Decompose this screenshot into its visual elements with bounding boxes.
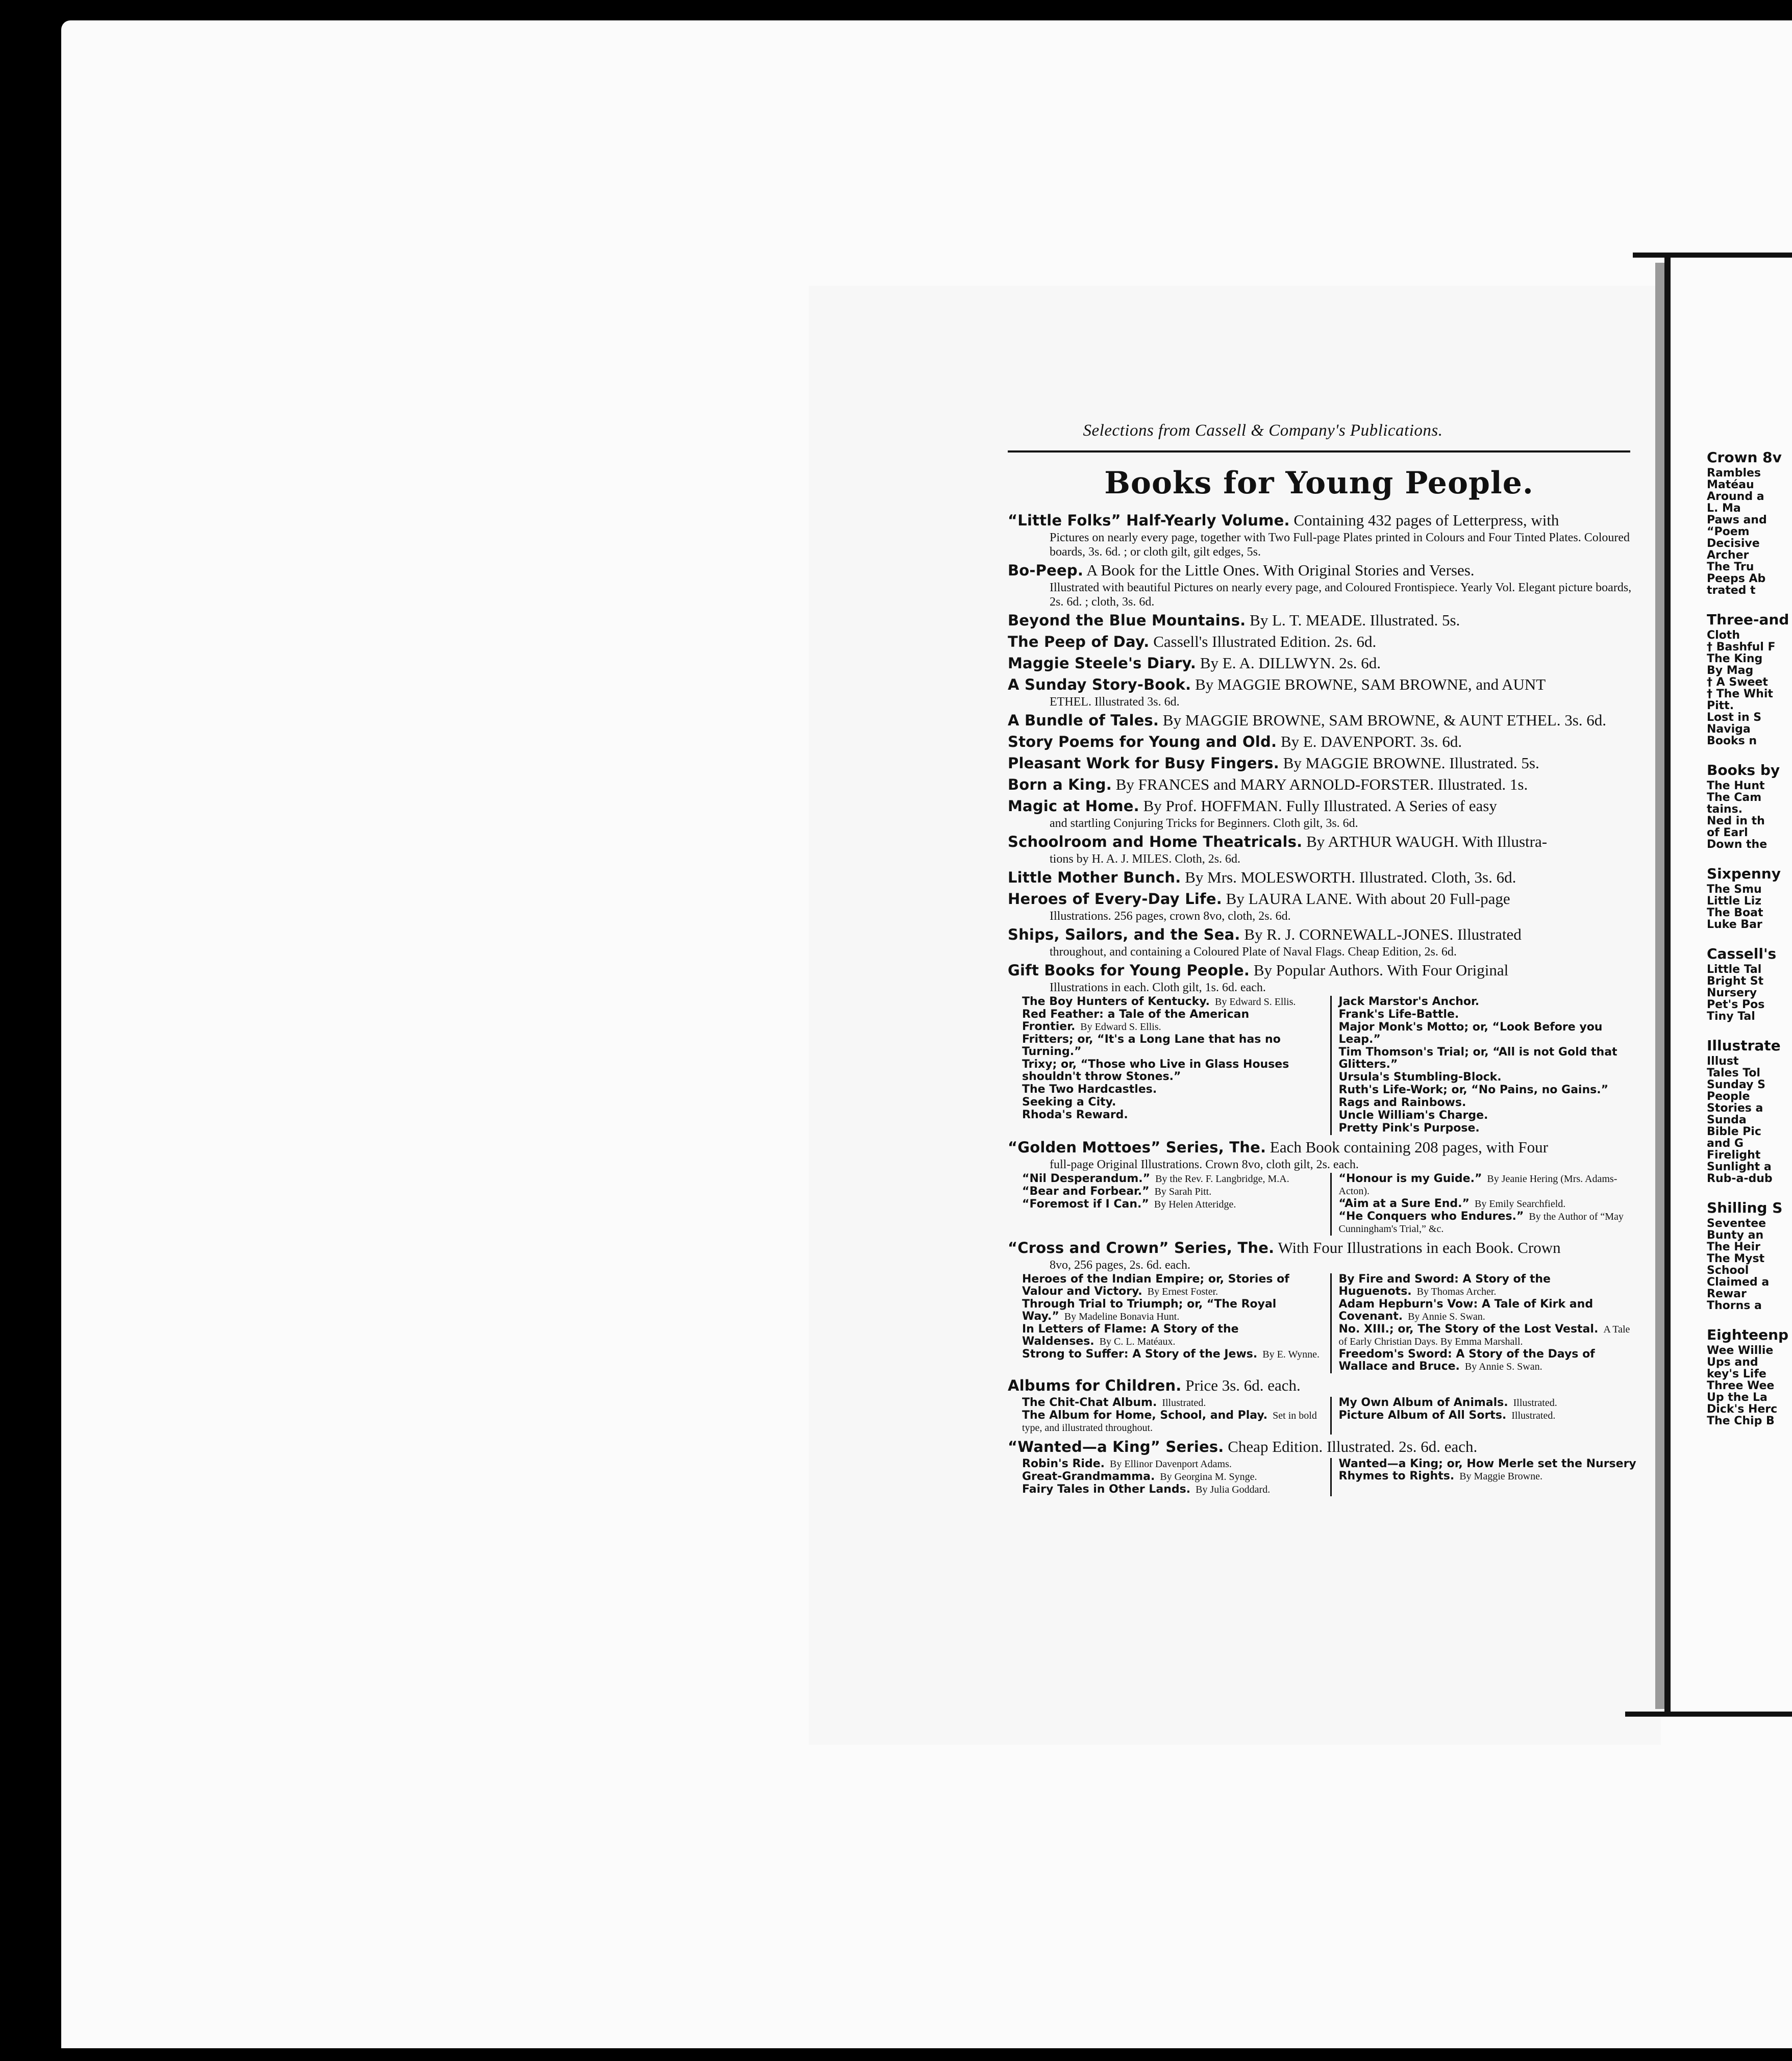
adjacent-line: The Boat xyxy=(1707,907,1763,919)
book-list xyxy=(1008,510,1636,1498)
page-binding-bottom xyxy=(1625,1712,1792,1717)
series-title-name: Major Monk's Motto; or, “Look Before you Leap.” xyxy=(1338,1021,1603,1046)
series-title xyxy=(1022,1323,1323,1348)
series-title xyxy=(1022,1273,1323,1298)
entry-continuation: throughout, and containing a Coloured Plate of Naval Flags. Cheap Edition, 2s. 6d. xyxy=(1050,945,1457,959)
entry-title: Gift Books for Young People. xyxy=(1008,962,1250,979)
book-entry xyxy=(1008,1238,1636,1373)
adjacent-line: Bright St xyxy=(1707,975,1764,988)
adjacent-line: The Smu xyxy=(1707,883,1762,896)
adjacent-heading: Books by xyxy=(1707,762,1780,778)
book-entry xyxy=(1008,1375,1636,1435)
adjacent-line: Illust xyxy=(1707,1055,1739,1068)
book-entry xyxy=(1008,753,1636,773)
book-entry xyxy=(1008,832,1636,866)
series-title xyxy=(1022,1298,1323,1323)
series-title xyxy=(1022,1348,1323,1361)
entry-title: The Peep of Day. xyxy=(1008,633,1150,650)
adjacent-line: Books n xyxy=(1707,735,1757,747)
series-column-left xyxy=(1022,996,1332,1135)
adjacent-line: key's Life xyxy=(1707,1368,1766,1380)
series-title-author: By Helen Atteridge. xyxy=(1154,1199,1236,1210)
adjacent-line: Little Liz xyxy=(1707,895,1762,908)
book-entry xyxy=(1008,774,1636,795)
entry-title: Story Poems for Young and Old. xyxy=(1008,733,1277,750)
adjacent-line: Luke Bar xyxy=(1707,918,1762,931)
series-title xyxy=(1022,1458,1323,1470)
adjacent-line: The Cam xyxy=(1707,791,1762,804)
series-title-author: By Sarah Pitt. xyxy=(1154,1186,1212,1197)
entry-continuation: and startling Conjuring Tricks for Beginners. Cloth gilt, 3s. 6d. xyxy=(1050,817,1358,830)
entry-line xyxy=(1008,1238,1636,1258)
series-title-name: “Nil Desperandum.” xyxy=(1022,1172,1151,1185)
entry-line xyxy=(1008,732,1636,752)
book-entry xyxy=(1008,674,1636,709)
entry-line xyxy=(1008,1137,1636,1158)
adjacent-line: Wee Willie xyxy=(1707,1344,1774,1357)
book-entry xyxy=(1008,653,1636,673)
adjacent-line: Cloth xyxy=(1707,629,1740,642)
entry-title: A Sunday Story-Book. xyxy=(1008,676,1191,693)
entry-title: Little Mother Bunch. xyxy=(1008,869,1181,886)
series-title-author: By C. L. Matéaux. xyxy=(1099,1336,1176,1347)
adjacent-line: The King xyxy=(1707,652,1763,665)
book-entry xyxy=(1008,732,1636,752)
entry-details: A Book for the Little Ones. With Original Stories and Verses. xyxy=(1086,561,1475,579)
entry-line xyxy=(1008,867,1636,888)
adjacent-line: Thorns a xyxy=(1707,1299,1762,1312)
series-title xyxy=(1022,1471,1323,1483)
series-title-name: Ursula's Stumbling-Block. xyxy=(1338,1071,1502,1084)
series-title-name: My Own Album of Animals. xyxy=(1338,1396,1508,1409)
entry-line xyxy=(1008,960,1636,981)
entry-details: By Mrs. MOLESWORTH. Illustrated. Cloth, 3s. 6d. xyxy=(1185,868,1516,886)
book-entry xyxy=(1008,632,1636,652)
series-title-name: Fritters; or, “It's a Long Lane that has no Turning.” xyxy=(1022,1033,1281,1058)
entry-line xyxy=(1008,889,1636,909)
adjacent-line: Sunda xyxy=(1707,1114,1747,1126)
series-title-author: By Emily Searchfield. xyxy=(1475,1198,1566,1210)
page-binding-top xyxy=(1633,253,1792,258)
adjacent-line: Naviga xyxy=(1707,723,1751,736)
series-title-name: “Honour is my Guide.” xyxy=(1338,1172,1482,1185)
entry-line xyxy=(1008,832,1636,852)
series-title-name: The Chit-Chat Album. xyxy=(1022,1396,1157,1409)
page-gutter-shadow xyxy=(1655,263,1664,1709)
adjacent-heading: Sixpenny xyxy=(1707,865,1781,882)
adjacent-line: Stories a xyxy=(1707,1102,1763,1115)
series-title xyxy=(1022,1410,1323,1434)
adjacent-line: Seventee xyxy=(1707,1217,1766,1230)
adjacent-page-cropped xyxy=(1707,451,1792,1427)
section-title: Books for Young People. xyxy=(1104,465,1534,501)
adjacent-line: Decisive xyxy=(1707,537,1760,550)
series-title xyxy=(1022,1397,1323,1409)
entry-continuation: 8vo, 256 pages, 2s. 6d. each. xyxy=(1050,1259,1190,1272)
series-title-name: The Two Hardcastles. xyxy=(1022,1083,1157,1096)
entry-details: By ARTHUR WAUGH. With Illustra- xyxy=(1306,833,1548,850)
series-title-name: “Aim at a Sure End.” xyxy=(1338,1197,1470,1210)
series-title-author: By Ellinor Davenport Adams. xyxy=(1110,1459,1232,1470)
adjacent-line: Tales Tol xyxy=(1707,1067,1760,1079)
entry-title: Heroes of Every-Day Life. xyxy=(1008,890,1222,908)
adjacent-line: of Earl xyxy=(1707,826,1748,839)
entry-continuation: ETHEL. Illustrated 3s. 6d. xyxy=(1050,695,1180,709)
adjacent-line: By Mag xyxy=(1707,664,1754,677)
adjacent-line: Sunlight a xyxy=(1707,1161,1772,1173)
book-entry xyxy=(1008,510,1636,559)
entry-details: By MAGGIE BROWNE, SAM BROWNE, & AUNT ETHEL. 3s. 6d. xyxy=(1162,711,1607,729)
adjacent-heading: Illustrate xyxy=(1707,1037,1781,1054)
adjacent-line: Firelight xyxy=(1707,1149,1761,1162)
series-title-author: By Annie S. Swan. xyxy=(1408,1311,1485,1322)
series-title-name: Picture Album of All Sorts. xyxy=(1338,1409,1507,1422)
series-title-name: Red Feather: a Tale of the American Frontier. xyxy=(1022,1008,1250,1033)
book-entry xyxy=(1008,924,1636,959)
adjacent-heading: Three-and xyxy=(1707,611,1789,628)
adjacent-line: Archer xyxy=(1707,549,1749,562)
series-title xyxy=(1022,1484,1323,1496)
series-column-left xyxy=(1022,1458,1332,1496)
series-title-author: By Thomas Archer. xyxy=(1416,1286,1497,1297)
adjacent-line: † Bashful F xyxy=(1707,641,1776,654)
series-title-author: Illustrated. xyxy=(1162,1397,1206,1409)
adjacent-heading: Eighteenp xyxy=(1707,1326,1789,1343)
series-title-name: Robin's Ride. xyxy=(1022,1457,1105,1470)
series-title xyxy=(1339,1110,1640,1122)
series-title-author: By Annie S. Swan. xyxy=(1464,1361,1542,1372)
series-title-author: By Ernest Foster. xyxy=(1147,1286,1218,1297)
series-title-name: Heroes of the Indian Empire; or, Stories of Valour and Victory. xyxy=(1022,1273,1289,1298)
series-titles xyxy=(1022,1458,1639,1496)
entry-title: “Golden Mottoes” Series, The. xyxy=(1008,1139,1266,1156)
series-titles xyxy=(1022,1173,1639,1236)
series-title-author: By the Author of “May Cunningham's Trial,” &c. xyxy=(1338,1211,1624,1235)
entry-line xyxy=(1008,796,1636,816)
entry-line xyxy=(1008,1437,1636,1457)
adjacent-line: Claimed a xyxy=(1707,1276,1770,1289)
book-entry xyxy=(1008,1137,1636,1236)
entry-title: “Little Folks” Half-Yearly Volume. xyxy=(1008,512,1290,529)
series-title-author: By Georgina M. Synge. xyxy=(1160,1471,1257,1482)
series-title-name: Uncle William's Charge. xyxy=(1338,1109,1488,1122)
series-title xyxy=(1339,1348,1640,1373)
series-title xyxy=(1339,1173,1640,1197)
series-title-name: Freedom's Sword: A Story of the Days of Wallace and Bruce. xyxy=(1338,1348,1595,1373)
series-column-left xyxy=(1022,1397,1332,1435)
adjacent-line: Down the xyxy=(1707,838,1768,851)
entry-line xyxy=(1008,653,1636,673)
entry-line xyxy=(1008,774,1636,795)
series-title-author: By Maggie Browne. xyxy=(1459,1471,1542,1482)
series-title-name: Tim Thomson's Trial; or, “All is not Gold that Glitters.” xyxy=(1338,1046,1617,1071)
entry-title: Maggie Steele's Diary. xyxy=(1008,655,1197,672)
adjacent-heading: Shilling S xyxy=(1707,1199,1783,1216)
series-title-author: By the Rev. F. Langbridge, M.A. xyxy=(1155,1173,1289,1185)
series-title xyxy=(1339,1458,1640,1482)
adjacent-line: Pet's Pos xyxy=(1707,998,1765,1011)
series-title-name: Jack Marstor's Anchor. xyxy=(1338,995,1480,1008)
adjacent-line: † A Sweet xyxy=(1707,676,1768,689)
adjacent-line: Lost in S xyxy=(1707,711,1762,724)
entry-title: Pleasant Work for Busy Fingers. xyxy=(1008,755,1279,772)
series-column-right xyxy=(1339,1397,1640,1435)
series-column-left xyxy=(1022,1273,1332,1373)
series-title-name: Frank's Life-Battle. xyxy=(1338,1008,1459,1021)
adjacent-line: Sunday S xyxy=(1707,1078,1765,1091)
running-head: Selections from Cassell & Company's Publications. xyxy=(1083,421,1443,440)
series-title xyxy=(1022,1109,1323,1121)
series-title-name: Adam Hepburn's Vow: A Tale of Kirk and Covenant. xyxy=(1338,1298,1594,1323)
adjacent-line: Peeps Ab xyxy=(1707,572,1766,585)
book-entry xyxy=(1008,960,1636,1135)
series-title-name: “Bear and Forbear.” xyxy=(1022,1185,1150,1198)
series-title-name: Strong to Suffer: A Story of the Jews. xyxy=(1022,1348,1258,1361)
series-title xyxy=(1339,1021,1640,1046)
adjacent-line: L. Ma xyxy=(1707,502,1741,515)
adjacent-line: tains. xyxy=(1707,803,1743,816)
series-title-author: By Julia Goddard. xyxy=(1196,1484,1271,1495)
adjacent-line: and G xyxy=(1707,1137,1744,1150)
entry-details: By R. J. CORNEWALL-JONES. Illustrated xyxy=(1244,925,1522,943)
entry-continuation: Illustrations in each. Cloth gilt, 1s. 6d. each. xyxy=(1050,981,1266,994)
entry-title: Beyond the Blue Mountains. xyxy=(1008,612,1246,629)
series-titles xyxy=(1022,1397,1639,1435)
entry-details: By LAURA LANE. With about 20 Full-page xyxy=(1226,890,1510,908)
book-entry xyxy=(1008,710,1636,731)
adjacent-line: The Chip B xyxy=(1707,1415,1775,1427)
adjacent-line: Matéau xyxy=(1707,479,1754,491)
series-title xyxy=(1022,1198,1323,1211)
series-title-author: By Madeline Bonavia Hunt. xyxy=(1064,1311,1180,1322)
adjacent-line: Bunty an xyxy=(1707,1229,1764,1242)
series-title xyxy=(1339,1084,1640,1096)
series-title-author: By Jeanie Hering (Mrs. Adams-Acton). xyxy=(1338,1173,1617,1197)
series-title-name: By Fire and Sword: A Story of the Huguenots. xyxy=(1338,1273,1551,1298)
header-rule xyxy=(1008,450,1630,453)
series-title xyxy=(1339,1323,1640,1348)
series-title xyxy=(1339,1198,1640,1210)
series-title-author: Illustrated. xyxy=(1511,1410,1556,1421)
series-title xyxy=(1339,1273,1640,1298)
series-title-name: In Letters of Flame: A Story of the Waldenses. xyxy=(1022,1323,1239,1348)
series-title xyxy=(1022,1186,1323,1198)
series-title-author: A Tale of Early Christian Days. By Emma Marshall. xyxy=(1338,1324,1630,1347)
adjacent-line: Ned in th xyxy=(1707,815,1765,827)
entry-line xyxy=(1008,510,1636,531)
book-entry xyxy=(1008,889,1636,923)
series-column-right xyxy=(1339,1273,1640,1373)
series-titles xyxy=(1022,996,1639,1135)
series-title xyxy=(1339,1097,1640,1109)
entry-details: By E. DAVENPORT. 3s. 6d. xyxy=(1280,733,1462,750)
entry-line xyxy=(1008,632,1636,652)
entry-details: Price 3s. 6d. each. xyxy=(1185,1376,1301,1394)
entry-line xyxy=(1008,610,1636,631)
entry-details: Cassell's Illustrated Edition. 2s. 6d. xyxy=(1153,633,1377,650)
adjacent-line: The Hunt xyxy=(1707,780,1765,792)
page-binding-edge xyxy=(1664,255,1671,1714)
series-title-name: Wanted—a King; or, How Merle set the Nursery Rhymes to Rights. xyxy=(1338,1457,1636,1482)
series-title-name: Trixy; or, “Those who Live in Glass Houses shouldn't throw Stones.” xyxy=(1022,1058,1289,1083)
adjacent-line: Little Tal xyxy=(1707,963,1762,976)
entry-line xyxy=(1008,560,1636,581)
series-title xyxy=(1339,1298,1640,1323)
entry-continuation: Illustrations. 256 pages, crown 8vo, cloth, 2s. 6d. xyxy=(1050,910,1291,923)
book-entry xyxy=(1008,610,1636,631)
adjacent-line: The Heir xyxy=(1707,1241,1760,1253)
entry-details: Cheap Edition. Illustrated. 2s. 6d. each. xyxy=(1228,1438,1478,1455)
series-title-name: The Boy Hunters of Kentucky. xyxy=(1022,995,1210,1008)
series-title-author: Set in bold type, and illustrated throughout. xyxy=(1022,1410,1317,1434)
entry-line xyxy=(1008,674,1636,695)
series-title-name: Great-Grandmamma. xyxy=(1022,1470,1155,1483)
adjacent-line: Up the La xyxy=(1707,1391,1768,1404)
series-title xyxy=(1022,1096,1323,1109)
series-title xyxy=(1339,1410,1640,1422)
entry-details: By MAGGIE BROWNE, SAM BROWNE, and AUNT xyxy=(1195,675,1546,693)
entry-title: A Bundle of Tales. xyxy=(1008,712,1159,729)
series-title xyxy=(1022,1034,1323,1058)
entry-line xyxy=(1008,710,1636,731)
series-title-name: The Album for Home, School, and Play. xyxy=(1022,1409,1268,1422)
series-title xyxy=(1022,996,1323,1008)
adjacent-line: Rewar xyxy=(1707,1288,1747,1300)
adjacent-line: “Poem xyxy=(1707,525,1750,538)
series-title xyxy=(1022,1173,1323,1185)
entry-line xyxy=(1008,1375,1636,1396)
adjacent-line: Bible Pic xyxy=(1707,1125,1761,1138)
adjacent-line: Rambles xyxy=(1707,467,1761,480)
adjacent-line: Paws and xyxy=(1707,514,1767,526)
series-title-name: “Foremost if I Can.” xyxy=(1022,1198,1149,1211)
series-title xyxy=(1022,1059,1323,1083)
book-entry xyxy=(1008,560,1636,609)
adjacent-line: Rub-a-dub xyxy=(1707,1172,1773,1185)
entry-details: By L. T. MEADE. Illustrated. 5s. xyxy=(1250,611,1460,629)
adjacent-line: trated t xyxy=(1707,584,1756,597)
entry-title: “Cross and Crown” Series, The. xyxy=(1008,1239,1275,1256)
book-entry xyxy=(1008,1437,1636,1496)
series-title-name: Seeking a City. xyxy=(1022,1096,1116,1109)
series-title xyxy=(1339,1211,1640,1235)
adjacent-line: Ups and xyxy=(1707,1356,1758,1369)
entry-continuation: Illustrated with beautiful Pictures on nearly every page, and Coloured Frontispiece. Yearly Vol. Elegant picture boards, 2s. 6d. ; cloth, 3s. 6d. xyxy=(1050,581,1632,609)
entry-title: Albums for Children. xyxy=(1008,1377,1182,1394)
entry-title: “Wanted—a King” Series. xyxy=(1008,1438,1224,1455)
adjacent-heading: Crown 8v xyxy=(1707,451,1782,466)
entry-title: Ships, Sailors, and the Sea. xyxy=(1008,926,1240,943)
adjacent-line: School xyxy=(1707,1264,1749,1277)
entry-details: By FRANCES and MARY ARNOLD-FORSTER. Illustrated. 1s. xyxy=(1115,775,1528,793)
adjacent-line: Nursery xyxy=(1707,987,1757,999)
book-entry xyxy=(1008,867,1636,888)
entry-details: With Four Illustrations in each Book. Crown xyxy=(1278,1239,1561,1256)
adjacent-line: People xyxy=(1707,1090,1750,1103)
series-title xyxy=(1339,996,1640,1008)
series-title xyxy=(1022,1009,1323,1033)
series-title-name: Through Trial to Triumph; or, “The Royal Way.” xyxy=(1022,1298,1277,1323)
adjacent-line: Pitt. xyxy=(1707,699,1734,712)
series-title xyxy=(1339,1046,1640,1071)
adjacent-line: Dick's Herc xyxy=(1707,1403,1778,1416)
entry-details: Each Book containing 208 pages, with Four xyxy=(1270,1138,1548,1156)
series-title xyxy=(1339,1071,1640,1084)
series-title-name: Ruth's Life-Work; or, “No Pains, no Gains.” xyxy=(1338,1084,1609,1096)
entry-line xyxy=(1008,924,1636,945)
book-entry xyxy=(1008,796,1636,831)
series-title-name: Fairy Tales in Other Lands. xyxy=(1022,1483,1191,1496)
entry-continuation: Pictures on nearly every page, together with Two Full-page Plates printed in Colours and Four Tinted Plates. Coloured boards, 3s. 6d. ; or cloth gilt, gilt edges, 5s. xyxy=(1050,531,1630,559)
series-title-name: No. XIII.; or, The Story of the Lost Vestal. xyxy=(1338,1323,1599,1336)
entry-title: Schoolroom and Home Theatricals. xyxy=(1008,833,1303,850)
adjacent-line: Tiny Tal xyxy=(1707,1010,1755,1023)
adjacent-heading: Cassell's xyxy=(1707,945,1777,962)
entry-continuation: full-page Original Illustrations. Crown 8vo, cloth gilt, 2s. each. xyxy=(1050,1158,1359,1171)
entry-line xyxy=(1008,753,1636,773)
series-title xyxy=(1339,1122,1640,1135)
series-title-name: Rags and Rainbows. xyxy=(1338,1096,1466,1109)
entry-title: Magic at Home. xyxy=(1008,797,1139,815)
adjacent-line: The Myst xyxy=(1707,1252,1765,1265)
entry-title: Bo-Peep. xyxy=(1008,562,1084,579)
series-column-right xyxy=(1339,996,1640,1135)
adjacent-line: The Tru xyxy=(1707,561,1754,573)
series-title-author: By Edward S. Ellis. xyxy=(1080,1021,1161,1033)
entry-continuation: tions by H. A. J. MILES. Cloth, 2s. 6d. xyxy=(1050,852,1241,866)
adjacent-line: Three Wee xyxy=(1707,1379,1775,1392)
adjacent-line: Around a xyxy=(1707,490,1764,503)
series-column-right xyxy=(1339,1173,1640,1236)
entry-details: By Popular Authors. With Four Original xyxy=(1253,961,1509,979)
series-title-author: By E. Wynne. xyxy=(1262,1349,1320,1360)
series-title-name: Pretty Pink's Purpose. xyxy=(1338,1122,1480,1135)
series-title-author: By Edward S. Ellis. xyxy=(1215,996,1296,1008)
series-titles xyxy=(1022,1273,1639,1373)
adjacent-line: † The Whit xyxy=(1707,688,1773,700)
series-column-left xyxy=(1022,1173,1332,1236)
series-title-author: Illustrated. xyxy=(1513,1397,1557,1409)
series-title-name: “He Conquers who Endures.” xyxy=(1338,1210,1524,1223)
entry-details: By E. A. DILLWYN. 2s. 6d. xyxy=(1200,654,1381,672)
entry-details: Containing 432 pages of Letterpress, with xyxy=(1293,511,1559,529)
series-title xyxy=(1339,1009,1640,1021)
series-title-name: Rhoda's Reward. xyxy=(1022,1109,1128,1121)
series-column-right xyxy=(1339,1458,1640,1496)
series-title xyxy=(1339,1397,1640,1409)
entry-details: By Prof. HOFFMAN. Fully Illustrated. A Series of easy xyxy=(1143,797,1497,815)
entry-title: Born a King. xyxy=(1008,776,1112,793)
series-title xyxy=(1022,1084,1323,1096)
entry-details: By MAGGIE BROWNE. Illustrated. 5s. xyxy=(1283,754,1539,772)
